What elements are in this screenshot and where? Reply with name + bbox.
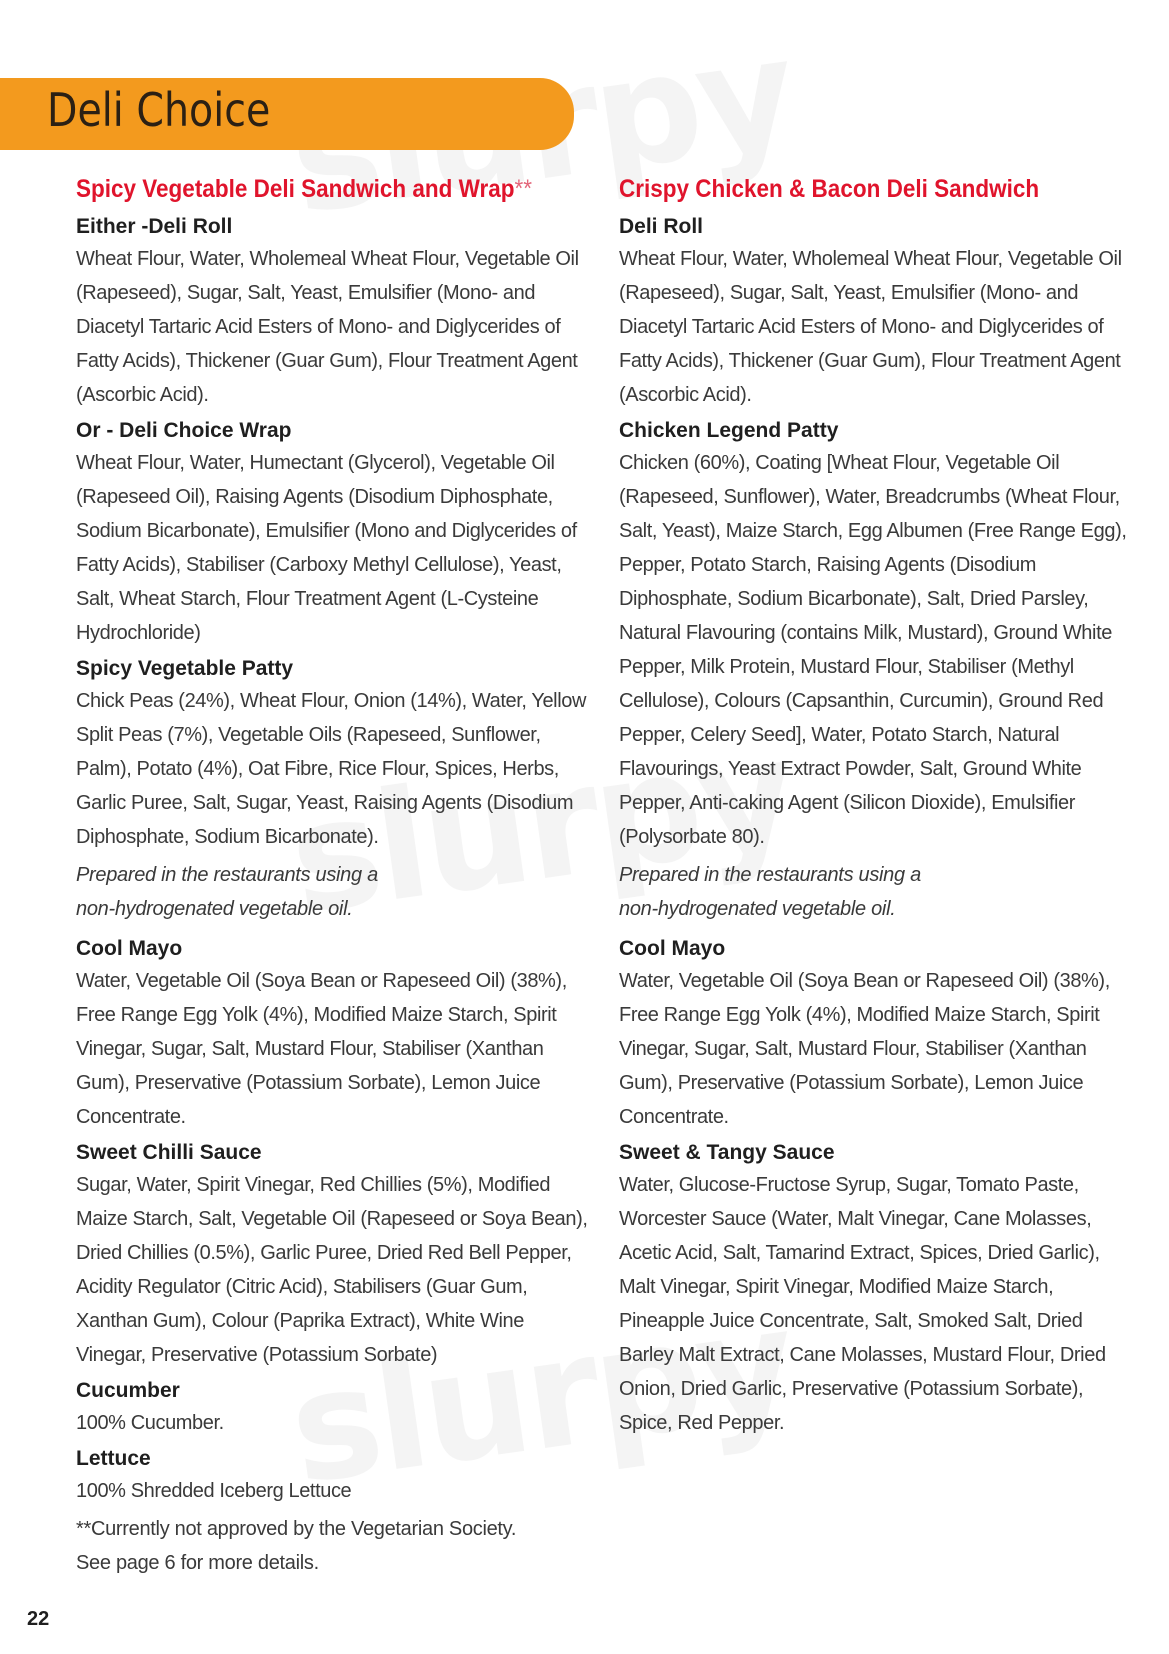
section-heading: Sweet & Tangy Sauce xyxy=(619,1141,835,1164)
section-heading: Cool Mayo xyxy=(76,937,183,960)
footnote: **Currently not approved by the Vegetarian Society. See page 6 for more details. xyxy=(76,1518,517,1574)
ingredient-section xyxy=(619,212,1129,412)
preparation-note: Prepared in the restaurants using a non-hydrogenated vegetable oil. xyxy=(76,864,378,920)
ingredient-section xyxy=(76,1444,596,1508)
footnote-marker: ** xyxy=(514,175,532,203)
section-heading: Or - Deli Choice Wrap xyxy=(76,419,292,442)
preparation-note: Prepared in the restaurants using a non-hydrogenated vegetable oil. xyxy=(619,864,921,920)
section-heading: Sweet Chilli Sauce xyxy=(76,1141,262,1164)
section-heading: Deli Roll xyxy=(619,215,704,238)
ingredient-section xyxy=(619,416,1129,926)
section-ingredients: Wheat Flour, Water, Wholemeal Wheat Flour, Vegetable Oil (Rapeseed), Sugar, Salt, Yeast, Emulsifier (Mono- and Diacetyl Tartaric Acid Esters of Mono- and Diglycerides of Fatty Acids), Thickener (Guar Gum), Flour Treatment Agent (Ascorbic Acid). xyxy=(619,248,1122,406)
section-heading: Chicken Legend Patty xyxy=(619,419,839,442)
section-heading: Lettuce xyxy=(76,1447,151,1470)
section-ingredients: Wheat Flour, Water, Humectant (Glycerol), Vegetable Oil (Rapeseed Oil), Raising Agents (Disodium Diphosphate, Sodium Bicarbonate), Emulsifier (Mono and Diglycerides of Fatty Acids), Stabiliser (Carboxy Methyl Cellulose), Yeast, Salt, Wheat Starch, Flour Treatment Agent (L-Cysteine Hydrochloride) xyxy=(76,452,577,644)
ingredient-section xyxy=(619,1138,1129,1440)
ingredient-section xyxy=(76,416,596,650)
ingredient-section xyxy=(76,934,596,1134)
product-title: Spicy Vegetable Deli Sandwich and Wrap** xyxy=(76,175,532,203)
section-heading: Cool Mayo xyxy=(619,937,726,960)
left-column xyxy=(76,172,596,1580)
product-title: Crispy Chicken & Bacon Deli Sandwich xyxy=(619,175,1040,203)
section-heading: Cucumber xyxy=(76,1379,180,1402)
section-ingredients: 100% Shredded Iceberg Lettuce xyxy=(76,1480,352,1502)
section-ingredients: Chick Peas (24%), Wheat Flour, Onion (14%), Water, Yellow Split Peas (7%), Vegetable Oils (Rapeseed, Sunflower, Palm), Potato (4%), Oat Fibre, Rice Flour, Spices, Herbs, Garlic Puree, Salt, Sugar, Yeast, Raising Agents (Disodium Diphosphate, Sodium Bicarbonate). xyxy=(76,690,587,848)
right-column xyxy=(619,172,1129,1444)
section-ingredients: Water, Glucose-Fructose Syrup, Sugar, Tomato Paste, Worcester Sauce (Water, Malt Vinegar, Cane Molasses, Acetic Acid, Salt, Tamarind Extract, Spices, Dried Garlic), Malt Vinegar, Spirit Vinegar, Modified Maize Starch, Pineapple Juice Concentrate, Salt, Smoked Salt, Dried Barley Malt Extract, Cane Molasses, Mustard Flour, Dried Onion, Dried Garlic, Preservative (Potassium Sorbate), Spice, Red Pepper. xyxy=(619,1174,1106,1434)
ingredient-section xyxy=(76,654,596,926)
section-ingredients: Water, Vegetable Oil (Soya Bean or Rapeseed Oil) (38%), Free Range Egg Yolk (4%), Modified Maize Starch, Spirit Vinegar, Sugar, Salt, Mustard Flour, Stabiliser (Xanthan Gum), Preservative (Potassium Sorbate), Lemon Juice Concentrate. xyxy=(76,970,567,1128)
ingredient-sections xyxy=(76,212,596,1508)
section-ingredients: 100% Cucumber. xyxy=(76,1412,224,1434)
section-ingredients: Wheat Flour, Water, Wholemeal Wheat Flour, Vegetable Oil (Rapeseed), Sugar, Salt, Yeast, Emulsifier (Mono- and Diacetyl Tartaric Acid Esters of Mono- and Diglycerides of Fatty Acids), Thickener (Guar Gum), Flour Treatment Agent (Ascorbic Acid). xyxy=(76,248,579,406)
section-ingredients: Sugar, Water, Spirit Vinegar, Red Chillies (5%), Modified Maize Starch, Salt, Vegetable Oil (Rapeseed or Soya Bean), Dried Chillies (0.5%), Garlic Puree, Dried Red Bell Pepper, Acidity Regulator (Citric Acid), Stabilisers (Guar Gum, Xanthan Gum), Colour (Paprika Extract), White Wine Vinegar, Preservative (Potassium Sorbate) xyxy=(76,1174,588,1366)
section-heading: Spicy Vegetable Patty xyxy=(76,657,294,680)
ingredient-sections xyxy=(619,212,1129,1440)
section-ingredients: Chicken (60%), Coating [Wheat Flour, Vegetable Oil (Rapeseed, Sunflower), Water, Breadcrumbs (Wheat Flour, Salt, Yeast), Maize Starch, Egg Albumen (Free Range Egg), Pepper, Potato Starch, Raising Agents (Disodium Diphosphate, Sodium Bicarbonate), Salt, Dried Parsley, Natural Flavouring (contains Milk, Mustard), Ground White Pepper, Milk Protein, Mustard Flour, Stabiliser (Methyl Cellulose), Colours (Capsanthin, Curcumin), Ground Red Pepper, Celery Seed], Water, Potato Starch, Natural Flavourings, Yeast Extract Powder, Salt, Ground White Pepper, Anti-caking Agent (Silicon Dioxide), Emulsifier (Polysorbate 80). xyxy=(619,452,1127,848)
ingredient-section xyxy=(619,934,1129,1134)
section-heading: Either -Deli Roll xyxy=(76,215,233,238)
page-number: 22 xyxy=(27,1608,50,1630)
ingredient-section xyxy=(76,1376,596,1440)
ingredient-section xyxy=(76,1138,596,1372)
ingredient-section xyxy=(76,212,596,412)
section-ingredients: Water, Vegetable Oil (Soya Bean or Rapeseed Oil) (38%), Free Range Egg Yolk (4%), Modified Maize Starch, Spirit Vinegar, Sugar, Salt, Mustard Flour, Stabiliser (Xanthan Gum), Preservative (Potassium Sorbate), Lemon Juice Concentrate. xyxy=(619,970,1110,1128)
page-title: Deli Choice xyxy=(47,83,271,137)
